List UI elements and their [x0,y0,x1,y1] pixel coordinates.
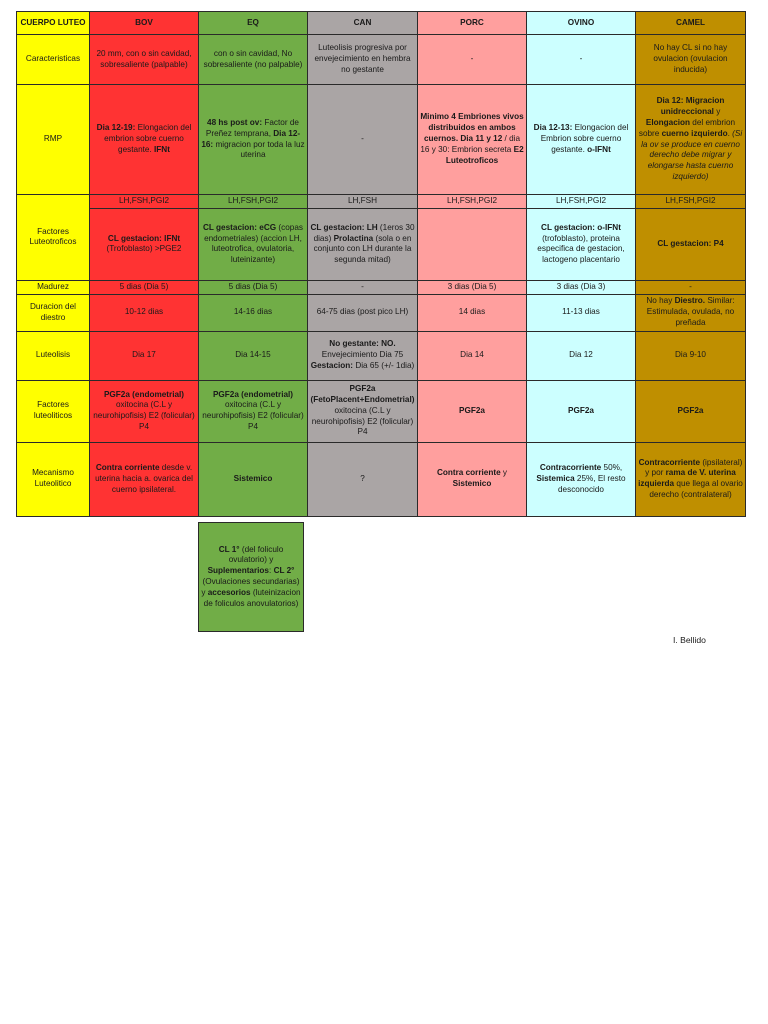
cell-lt-sub-eq: LH,FSH,PGI2 [199,195,308,209]
cell-lt-sub-bov: LH,FSH,PGI2 [90,195,199,209]
row-factores-luteotroficos-sub [17,195,746,209]
cell-madurez-camel: - [636,280,746,294]
cell-lt-sub-can: LH,FSH [308,195,418,209]
label-factores-luteotroficos: Factores Luteotroficos [17,195,90,281]
cell-duracion-bov: 10-12 dias [90,294,199,331]
cell-madurez-porc: 3 dias (Dia 5) [418,280,527,294]
cell-madurez-ovino: 3 dias (Dia 3) [527,280,636,294]
author-credit: I. Bellido [673,635,706,645]
cell-caracteristicas-camel: No hay CL si no hay ovulacion (ovulacion inducida) [636,35,746,85]
cell-ll-camel: PGF2a [636,380,746,442]
cell-luteolisis-eq: Dia 14-15 [199,331,308,380]
cell-ll-ovino: PGF2a [527,380,636,442]
cell-lt-eq: CL gestacion: eCG (copas endometriales) (accion LH, luteotrofica, ovulatoria, luteinizante) [199,208,308,280]
cell-duracion-porc: 14 dias [418,294,527,331]
cell-caracteristicas-eq: con o sin cavidad, No sobresaliente (no palpable) [199,35,308,85]
row-luteolisis [17,331,746,380]
row-factores-luteotroficos [17,208,746,280]
cell-duracion-ovino: 11-13 dias [527,294,636,331]
cell-rmp-can: - [308,85,418,195]
cell-caracteristicas-porc: - [418,35,527,85]
header-bov: BOV [90,12,199,35]
cell-duracion-eq: 14-16 dias [199,294,308,331]
label-duracion: Duracion del diestro [17,294,90,331]
label-rmp: RMP [17,85,90,195]
cell-rmp-porc: Minimo 4 Embriones vivos distribuidos en ambos cuernos. Dia 11 y 12 / dia 16 y 30: Embrion secreta E2 Luteotroficos [418,85,527,195]
cell-mecanismo-can: ? [308,442,418,516]
header-eq: EQ [199,12,308,35]
row-factores-luteoliticos [17,380,746,442]
cell-rmp-eq: 48 hs post ov: Factor de Preñez temprana, Dia 12-16: migracion por toda la luz uterina [199,85,308,195]
cell-lt-porc [418,208,527,280]
cell-mecanismo-eq: Sistemico [199,442,308,516]
cell-lt-camel: CL gestacion: P4 [636,208,746,280]
label-mecanismo: Mecanismo Luteolitico [17,442,90,516]
row-mecanismo [17,442,746,516]
cell-duracion-can: 64-75 dias (post pico LH) [308,294,418,331]
header-ovino: OVINO [527,12,636,35]
cell-ll-bov: PGF2a (endometrial) oxitocina (C.L y neurohipofisis) E2 (folicular) P4 [90,380,199,442]
label-factores-luteoliticos: Factores luteoliticos [17,380,90,442]
cell-lt-sub-porc: LH,FSH,PGI2 [418,195,527,209]
header-porc: PORC [418,12,527,35]
cell-ll-porc: PGF2a [418,380,527,442]
cell-madurez-can: - [308,280,418,294]
cell-luteolisis-camel: Dia 9-10 [636,331,746,380]
cell-ll-eq: PGF2a (endometrial) oxitocina (C.L y neurohipofisis) E2 (folicular) P4 [199,380,308,442]
cell-lt-sub-ovino: LH,FSH,PGI2 [527,195,636,209]
cell-lt-bov: CL gestacion: IFNt (Trofoblasto) >PGE2 [90,208,199,280]
cell-mecanismo-bov: Contra corriente desde v. uterina hacia a. ovarica del cuerno ipsilateral. [90,442,199,516]
row-duracion [17,294,746,331]
cell-rmp-ovino: Dia 12-13: Elongacion del Embrion sobre cuerno gestante. o-IFNt [527,85,636,195]
cell-madurez-bov: 5 dias (Dia 5) [90,280,199,294]
cell-mecanismo-camel: Contracorriente (ipsilateral) y por rama de V. uterina izquierda que llega al ovario derecho (contralateral) [636,442,746,516]
label-madurez: Madurez [17,280,90,294]
cell-mecanismo-ovino: Contracorriente 50%, Sistemica 25%, El resto desconocido [527,442,636,516]
cell-caracteristicas-ovino: - [527,35,636,85]
cell-ll-can: PGF2a (FetoPlacent+Endometrial) oxitocina (C.L y neurohipofisis) E2 (folicular) P4 [308,380,418,442]
cell-luteolisis-can: No gestante: NO. Envejecimiento Dia 75 Gestacion: Dia 65 (+/- 1dia) [308,331,418,380]
cell-rmp-bov: Dia 12-19: Elongacion del embrion sobre cuerno gestante. IFNt [90,85,199,195]
cell-luteolisis-porc: Dia 14 [418,331,527,380]
row-rmp [17,85,746,195]
cell-luteolisis-bov: Dia 17 [90,331,199,380]
cell-lt-sub-camel: LH,FSH,PGI2 [636,195,746,209]
header-corner: CUERPO LUTEO [17,12,90,35]
row-madurez [17,280,746,294]
cell-lt-can: CL gestacion: LH (1eros 30 dias) Prolactina (sola o en conjunto con LH durante la segunda mitad) [308,208,418,280]
cell-duracion-camel: No hay Diestro. Similar: Estimulada, ovulada, no preñada [636,294,746,331]
cell-rmp-camel: Dia 12: Migracion unidreccional y Elongacion del embrion sobre cuerno izquierdo. (Si la ov se produce en cuerno derecho debe migrar y elongarse hasta cuerno izquierdo) [636,85,746,195]
cell-mecanismo-porc: Contra corriente y Sistemico [418,442,527,516]
header-can: CAN [308,12,418,35]
cell-caracteristicas-can: Luteolisis progresiva por envejecimiento en hembra no gestante [308,35,418,85]
eq-note-cell: CL 1° (del foliculo ovulatorio) y Suplementarios: CL 2° (Ovulaciones secundarias) y accesorios (luteinizacion de foliculos anovulatorios) [198,522,304,632]
header-camel: CAMEL [636,12,746,35]
row-caracteristicas [17,35,746,85]
cuerpo-luteo-table [16,11,746,517]
label-caracteristicas: Caracteristicas [17,35,90,85]
header-row [17,12,746,35]
cell-luteolisis-ovino: Dia 12 [527,331,636,380]
cell-caracteristicas-bov: 20 mm, con o sin cavidad, sobresaliente (palpable) [90,35,199,85]
label-luteolisis: Luteolisis [17,331,90,380]
cell-madurez-eq: 5 dias (Dia 5) [199,280,308,294]
cell-lt-ovino: CL gestacion: o-IFNt (trofoblasto), proteina especifica de gestacion, lactogeno placentario [527,208,636,280]
